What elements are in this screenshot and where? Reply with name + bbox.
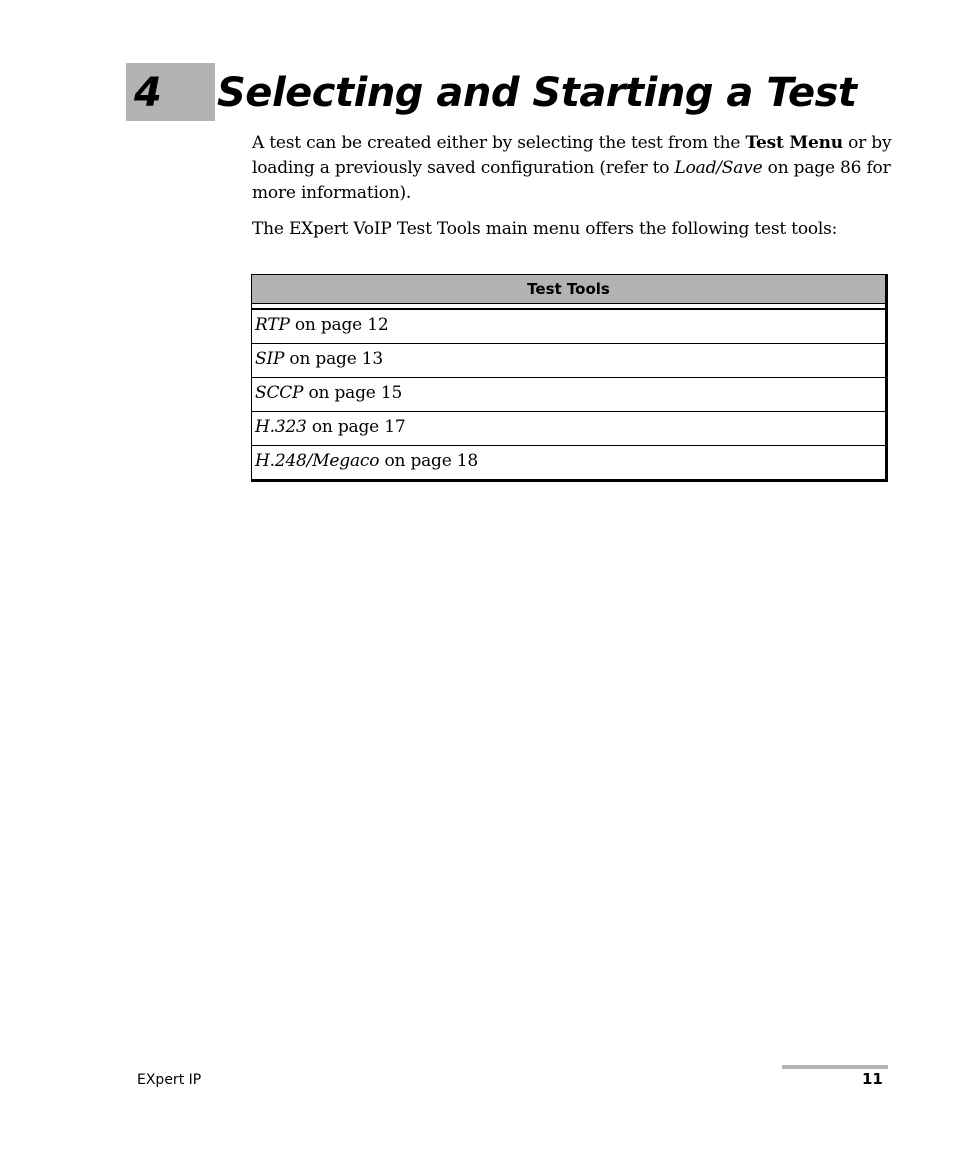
table-row[interactable] bbox=[252, 343, 885, 377]
chapter-number: 4 bbox=[134, 70, 162, 116]
tool-link-sip[interactable]: SIP bbox=[255, 349, 285, 369]
table-row[interactable] bbox=[252, 309, 885, 343]
page-number: 11 bbox=[862, 1070, 883, 1088]
test-tools-table bbox=[251, 274, 888, 482]
tool-link-h323[interactable]: H.323 bbox=[255, 417, 307, 437]
footer-product-name: EXpert IP bbox=[137, 1072, 202, 1088]
table-header: Test Tools bbox=[252, 275, 885, 304]
tool-link-rtp[interactable]: RTP bbox=[255, 315, 290, 335]
intro-text-1: A test can be created either by selecting the test from the bbox=[252, 133, 746, 153]
load-save-link[interactable]: Load/Save bbox=[674, 158, 763, 178]
tool-link-sccp[interactable]: SCCP bbox=[255, 383, 304, 403]
page-reference: on page 12 bbox=[289, 315, 389, 335]
intro-text-2: or by loading a previously saved configuration (refer to bbox=[252, 133, 892, 178]
intro-paragraph bbox=[252, 131, 892, 206]
table-row[interactable] bbox=[252, 377, 885, 411]
intro-text-3: on page 86 for more information). bbox=[252, 158, 891, 203]
page-reference: on page 17 bbox=[306, 417, 406, 437]
tool-link-h248-megaco[interactable]: H.248/Megaco bbox=[255, 451, 380, 471]
table-row[interactable] bbox=[252, 445, 885, 479]
page-reference: on page 15 bbox=[303, 383, 403, 403]
page-reference: on page 13 bbox=[284, 349, 383, 369]
tools-intro-paragraph: The EXpert VoIP Test Tools main menu offers the following test tools: bbox=[252, 219, 838, 239]
page-reference: on page 18 bbox=[379, 451, 479, 471]
test-menu-reference: Test Menu bbox=[745, 133, 843, 153]
table-row[interactable] bbox=[252, 411, 885, 445]
page-title: Selecting and Starting a Test bbox=[217, 70, 857, 116]
